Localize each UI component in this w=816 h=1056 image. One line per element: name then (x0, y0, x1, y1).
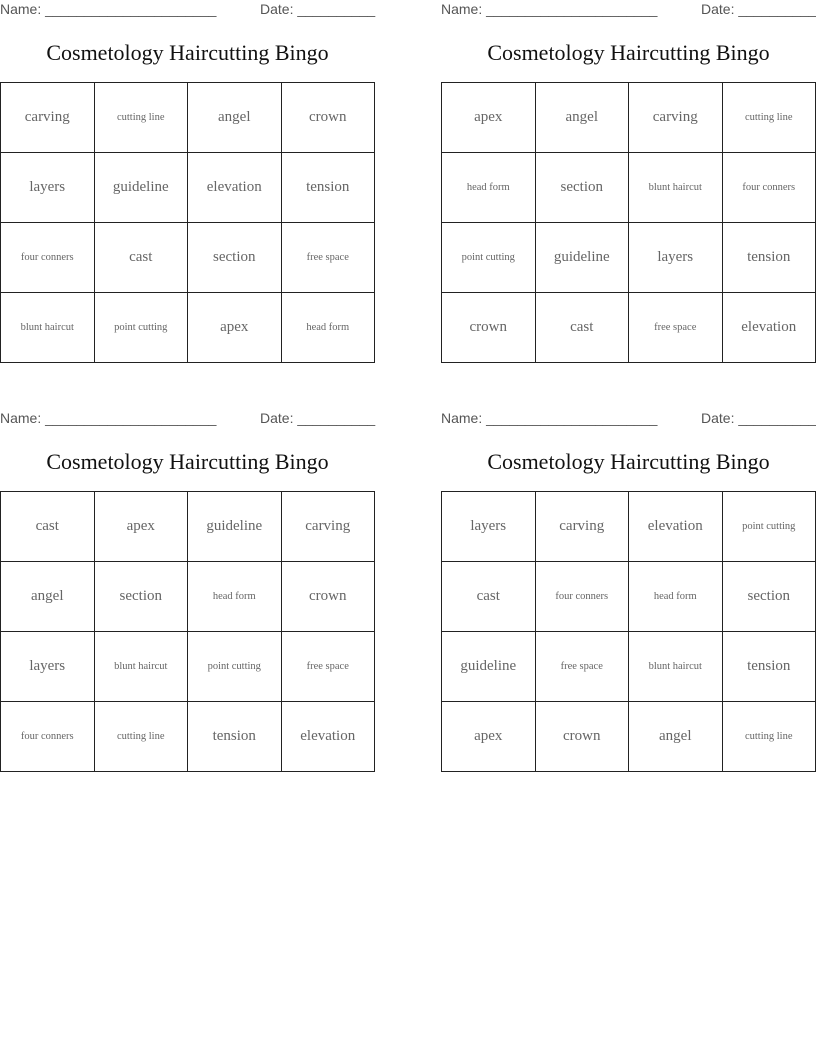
bingo-cell[interactable]: blunt haircut (1, 293, 95, 363)
date-field[interactable]: Date: __________ (260, 410, 376, 426)
bingo-cell[interactable]: carving (535, 492, 629, 562)
bingo-cell[interactable]: layers (629, 223, 723, 293)
bingo-cell[interactable]: head form (281, 293, 375, 363)
bingo-cell[interactable]: guideline (442, 632, 536, 702)
bingo-cell[interactable]: tension (722, 632, 816, 702)
bingo-cell[interactable]: blunt haircut (629, 632, 723, 702)
bingo-cell[interactable]: section (188, 223, 282, 293)
grid-row (442, 632, 816, 702)
bingo-cell[interactable]: four conners (722, 153, 816, 223)
bingo-card-4 (441, 409, 816, 774)
grid-row (1, 153, 375, 223)
bingo-cell[interactable]: free space (281, 632, 375, 702)
bingo-cell[interactable]: crown (281, 83, 375, 153)
bingo-cell[interactable]: angel (188, 83, 282, 153)
grid-row (1, 562, 375, 632)
bingo-cell[interactable]: apex (188, 293, 282, 363)
bingo-cell[interactable]: tension (722, 223, 816, 293)
bingo-cell[interactable]: point cutting (188, 632, 282, 702)
bingo-cell[interactable]: cast (442, 562, 536, 632)
bingo-cell[interactable]: elevation (722, 293, 816, 363)
bingo-cell[interactable]: cast (535, 293, 629, 363)
bingo-cell[interactable]: crown (281, 562, 375, 632)
bingo-grid (441, 491, 816, 772)
bingo-cell[interactable]: carving (629, 83, 723, 153)
grid-row (1, 632, 375, 702)
grid-row (1, 293, 375, 363)
grid-row (1, 702, 375, 772)
bingo-cell[interactable]: tension (281, 153, 375, 223)
card-title: Cosmetology Haircutting Bingo (487, 40, 770, 65)
bingo-grid (441, 82, 816, 363)
grid-row (442, 223, 816, 293)
date-field[interactable]: Date: __________ (701, 410, 816, 426)
bingo-cell[interactable]: angel (629, 702, 723, 772)
bingo-cell[interactable]: free space (535, 632, 629, 702)
bingo-cell[interactable]: point cutting (442, 223, 536, 293)
grid-row (1, 492, 375, 562)
name-date-row (441, 1, 816, 19)
bingo-cell[interactable]: free space (281, 223, 375, 293)
bingo-cell[interactable]: cutting line (722, 702, 816, 772)
grid-row (442, 153, 816, 223)
bingo-cell[interactable]: cast (1, 492, 95, 562)
bingo-cell[interactable]: four conners (1, 223, 95, 293)
bingo-cell[interactable]: section (722, 562, 816, 632)
bingo-cell[interactable]: apex (442, 702, 536, 772)
bingo-cell[interactable]: layers (442, 492, 536, 562)
grid-row (442, 562, 816, 632)
bingo-cell[interactable]: section (94, 562, 188, 632)
bingo-cell[interactable]: point cutting (722, 492, 816, 562)
name-field[interactable]: Name: ______________________ (441, 410, 658, 426)
bingo-cell[interactable]: carving (281, 492, 375, 562)
bingo-cell[interactable]: head form (188, 562, 282, 632)
name-date-row (441, 410, 816, 428)
grid-row (1, 83, 375, 153)
bingo-cell[interactable]: cutting line (722, 83, 816, 153)
bingo-cell[interactable]: apex (94, 492, 188, 562)
bingo-cell[interactable]: angel (1, 562, 95, 632)
name-field[interactable]: Name: ______________________ (0, 410, 217, 426)
bingo-grid (0, 491, 375, 772)
bingo-grid (0, 82, 375, 363)
bingo-cell[interactable]: guideline (188, 492, 282, 562)
bingo-cell[interactable]: crown (535, 702, 629, 772)
date-field[interactable]: Date: __________ (260, 1, 376, 17)
grid-row (1, 223, 375, 293)
card-title: Cosmetology Haircutting Bingo (46, 449, 329, 474)
bingo-cell[interactable]: carving (1, 83, 95, 153)
bingo-cell[interactable]: layers (1, 632, 95, 702)
bingo-cell[interactable]: blunt haircut (629, 153, 723, 223)
grid-row (442, 492, 816, 562)
bingo-cell[interactable]: elevation (629, 492, 723, 562)
bingo-cell[interactable]: cutting line (94, 83, 188, 153)
bingo-cell[interactable]: head form (442, 153, 536, 223)
bingo-cell[interactable]: point cutting (94, 293, 188, 363)
name-field[interactable]: Name: ______________________ (441, 1, 658, 17)
bingo-cell[interactable]: free space (629, 293, 723, 363)
bingo-cell[interactable]: elevation (188, 153, 282, 223)
grid-row (442, 83, 816, 153)
bingo-cell[interactable]: layers (1, 153, 95, 223)
bingo-cell[interactable]: elevation (281, 702, 375, 772)
bingo-cell[interactable]: four conners (535, 562, 629, 632)
grid-row (442, 702, 816, 772)
bingo-card-3 (0, 409, 375, 774)
bingo-cell[interactable]: crown (442, 293, 536, 363)
name-date-row (0, 1, 375, 19)
bingo-card-2 (441, 0, 816, 365)
bingo-card-1 (0, 0, 375, 365)
bingo-cell[interactable]: blunt haircut (94, 632, 188, 702)
bingo-cell[interactable]: four conners (1, 702, 95, 772)
bingo-cell[interactable]: guideline (94, 153, 188, 223)
name-date-row (0, 410, 375, 428)
bingo-cell[interactable]: angel (535, 83, 629, 153)
bingo-cell[interactable]: cast (94, 223, 188, 293)
bingo-cell[interactable]: apex (442, 83, 536, 153)
grid-row (442, 293, 816, 363)
bingo-cell[interactable]: section (535, 153, 629, 223)
bingo-cell[interactable]: guideline (535, 223, 629, 293)
bingo-cell[interactable]: cutting line (94, 702, 188, 772)
card-title: Cosmetology Haircutting Bingo (487, 449, 770, 474)
card-title: Cosmetology Haircutting Bingo (46, 40, 329, 65)
date-field[interactable]: Date: __________ (701, 1, 816, 17)
name-field[interactable]: Name: ______________________ (0, 1, 217, 17)
bingo-cell[interactable]: head form (629, 562, 723, 632)
bingo-cell[interactable]: tension (188, 702, 282, 772)
